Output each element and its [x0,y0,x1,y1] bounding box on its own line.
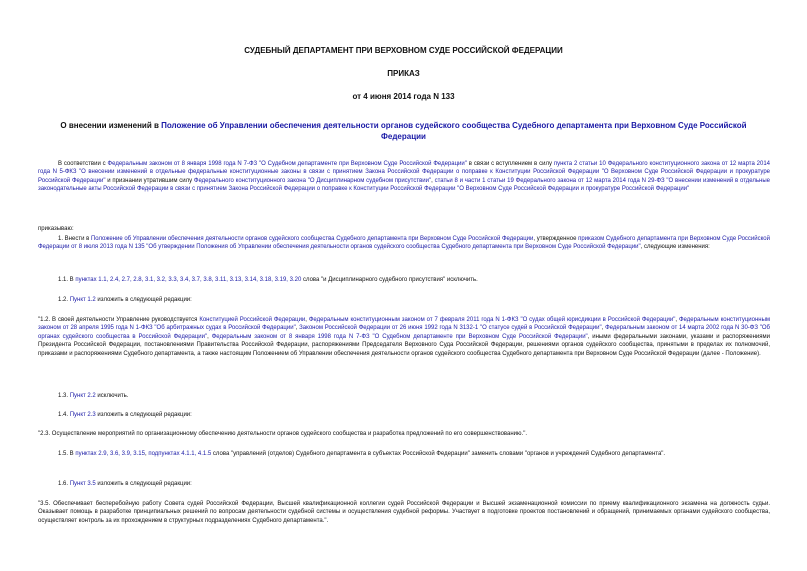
item-1-6-link[interactable]: Пункт 3.5 [69,481,96,487]
item-1-6-text-2: изложить в следующей редакции: [95,481,192,487]
item-1-4-link[interactable]: Пункт 2.3 [69,412,96,418]
item-1-5-text-3: слова "управлений (отделов) Судебного департамента в субъектах Российской Федерации" заменить словами "органов и учреждений Судебного департамента". [211,451,666,457]
item-1-2-text-2: изложить в следующей редакции: [95,297,192,303]
item-1-5-text-2: , [145,451,149,457]
item-1-1-text-2: слова "и Дисциплинарного судебного присутствия" исключить. [301,277,478,283]
quote-1-2-text-1: "1.2. В своей деятельности Управление руководствуется [38,317,200,323]
quote-1-2-text-2: , [305,317,309,323]
item-1-2-link[interactable]: Пункт 1.2 [69,297,96,303]
item-1-5-link-1[interactable]: пунктах 2.9, 3.6, 3.9, 3.15 [75,451,145,457]
quote-1-2-text-7: , иными федеральными законами, указами и распоряжениями Президента Российской Федерации, постановлениями Правительства Российской Федерации, распоряжениями Председателя Верховного Суда Российской Федерации, решениями органов судейского сообщества, принятыми в пределах их полномочий, приказами и распоряжениями Судебного департамента, а также настоящим Положением об Управлении обеспечения деятельности органов судейского сообщества Судебного департамента при Верховном Суде Российской Федерации (далее - Положение). [38,333,770,357]
item-1-link-1[interactable]: Положение об Управлении обеспечения деятельности органов судейского сообщества Судебного департамента при Верховном Суде Российской Федерации [90,236,534,242]
item-1-text-1: 1. Внести в [58,236,91,242]
preamble-text-4: , [431,177,435,184]
item-1-3-link[interactable]: Пункт 2.2 [69,393,96,399]
quote-1-2-paragraph [38,316,770,358]
order-word: приказываю: [38,226,74,232]
item-1-6-paragraph [38,480,770,488]
item-1-5-paragraph [38,450,770,458]
quote-1-2-link-6[interactable]: Федеральным законом от 8 января 1998 года N 7-ФЗ "О Судебном департаменте при Верховном Суде Российской Федерации" [211,333,588,340]
item-1-3-paragraph [38,392,770,400]
page-title [60,120,747,142]
item-1-4-paragraph [38,411,770,419]
department-heading: СУДЕБНЫЙ ДЕПАРТАМЕНТ ПРИ ВЕРХОВНОМ СУДЕ РОССИЙСКОЙ ФЕДЕРАЦИИ [244,46,563,55]
preamble-link-4[interactable]: статьи 8 и части 1 статьи 19 Федерального закона от 12 марта 2014 года N 29-ФЗ "О внесении изменений в отдельные законодательные акты Российской Федерации в связи с принятием Закона Российской Федерации о поправке к Конституции Российской Федерации "О Верховном Суде Российской Федерации и прокуратуре Российской Федерации" [38,177,770,193]
item-1-3-text-1: 1.3. [58,393,70,399]
item-1-paragraph [38,235,770,252]
quote-1-2-text-4: , [295,325,300,332]
item-1-1-text-1: 1.1. В [58,277,76,283]
quote-1-2-link-3[interactable]: Федеральным конституционным законом от 28 апреля 1995 года N 1-ФКЗ "Об арбитражных судах в Российской Федерации" [38,317,771,332]
preamble-text-3: и признании утратившим силу [105,177,194,184]
quote-1-2-text-3: , [675,317,679,323]
quote-1-2-link-1[interactable]: Конституцией Российской Федерации [199,317,306,323]
quote-1-2-link-2[interactable]: Федеральным конституционным законом от 7 февраля 2011 года N 1-ФКЗ "О судах общей юрисдикции в Российской Федерации" [308,317,676,323]
item-1-4-text-2: изложить в следующей редакции: [95,412,192,418]
item-1-5-text-1: 1.5. В [58,451,76,457]
item-1-2-paragraph [38,296,770,304]
title-prefix: О внесении изменений в [60,121,162,130]
preamble-link-2[interactable]: пункта 2 статьи 10 Федерального конституционного закона от 12 марта 2014 года N 5-ФКЗ "О внесении изменений в отдельные федеральные конституционные законы в связи с принятием Закона Российской Федерации о поправке к Конституции Российской Федерации "О Верховном Суде Российской Федерации и прокуратуре Российской Федерации" [38,161,771,184]
quote-1-4-paragraph: "2.3. Осуществление мероприятий по организационному обеспечению деятельности органов судейского сообщества и разработка предложений по его совершенствованию.". [38,431,527,437]
item-1-link-2[interactable]: приказом Судебного департамента при Верховном Суде Российской Федерации от 8 июля 2013 года N 135 "Об утверждении Положения об Управлении обеспечения деятельности органов судейского сообщества Судебного департамента при Верховном Суде Российской Федерации" [38,236,770,251]
quote-1-2-link-4[interactable]: Законом Российской Федерации от 26 июня 1992 года N 3132-1 "О статусе судей в Российской Федерации" [299,325,602,332]
doc-type-heading: ПРИКАЗ [387,69,420,78]
item-1-1-paragraph [38,276,770,284]
item-1-1-link[interactable]: пунктах 1.1, 2.4, 2.7, 2.8, 3.1, 3.2, 3.3, 3.4, 3.7, 3.8, 3.11, 3.13, 3.14, 3.18, 3.19, 3.20 [75,277,302,283]
item-1-text-3: , следующие изменения: [640,244,710,251]
preamble-link-3[interactable]: Федерального конституционного закона "О Дисциплинарном судебном присутствии" [193,177,432,184]
item-1-3-text-2: исключить. [95,393,129,399]
preamble-text-2: в связи с вступлением в силу [466,161,554,167]
preamble-paragraph [38,160,770,194]
quote-1-6-paragraph: "3.5. Обеспечивает бесперебойную работу Совета судей Российской Федерации, Высшей квалификационной коллегии судей Российской Федерации и Высшей экзаменационной комиссии по приему квалификационного экзамена на должность судьи. Оказывает помощь в разработке принципиальных решений по вопросам деятельности судебной системы и осуществления судебной реформы. Участвует в подготовке проектов постановлений и обращений, принимаемых органами судейского сообщества, осуществляет контроль за их прохождением в структурных подразделениях Судебного департамента.". [38,501,770,524]
item-1-4-text-1: 1.4. [58,412,70,418]
item-1-text-2: , утвержденное [533,236,579,242]
title-link[interactable]: Положение об Управлении обеспечения деятельности органов судейского сообщества Судебного департамента при Верховном Суде Российской Федерации [161,121,747,141]
quote-1-2-link-5[interactable]: Федеральным законом от 14 марта 2002 года N 30-ФЗ "Об органах судейского сообщества в Российской Федерации" [38,325,770,340]
item-1-6-text-1: 1.6. [58,481,70,487]
preamble-link-1[interactable]: Федеральным законом от 8 января 1998 года N 7-ФЗ "О Судебном департаменте при Верховном Суде Российской Федерации" [107,161,467,167]
doc-date-heading: от 4 июня 2014 года N 133 [352,92,455,101]
quote-1-2-text-5: , [601,325,606,332]
preamble-text-1: В соответствии с [58,161,108,167]
item-1-5-link-2[interactable]: подпунктах 4.1.1, 4.1.5 [148,451,212,457]
quote-1-2-text-6: , [207,333,212,340]
item-1-2-text-1: 1.2. [58,297,70,303]
